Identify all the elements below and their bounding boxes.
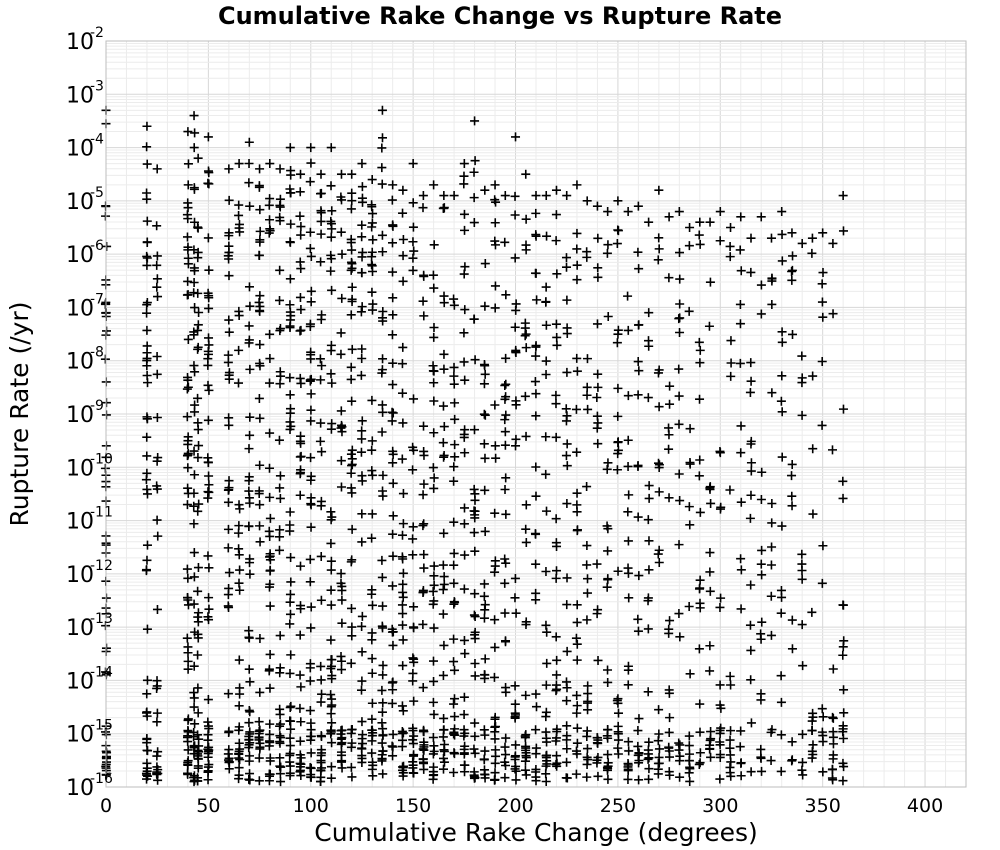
y-tick-exponent: -2 [90, 25, 104, 41]
y-tick-exponent: -4 [90, 131, 104, 148]
y-tick-exponent: -16 [90, 771, 113, 787]
y-tick-base: 10 [66, 509, 94, 535]
y-tick-base: 10 [66, 562, 94, 588]
y-tick-base: 10 [66, 30, 94, 55]
y-tick-exponent: -12 [90, 557, 113, 574]
y-tick-base: 10 [66, 403, 94, 428]
x-tick-label: 300 [702, 795, 739, 817]
y-tick-exponent: -6 [90, 238, 104, 255]
x-tick-label: 50 [196, 795, 221, 817]
x-tick-label: 0 [99, 795, 113, 817]
y-tick-base: 10 [66, 456, 94, 482]
y-tick-exponent: -11 [90, 504, 113, 521]
y-tick-base: 10 [66, 722, 94, 748]
y-tick-label [66, 25, 104, 55]
y-tick-label [66, 291, 104, 321]
y-tick-label [66, 132, 104, 162]
x-tick-label: 250 [599, 795, 637, 817]
y-tick-exponent: -9 [90, 398, 104, 414]
y-axis-title: Rupture Rate (/yr) [5, 301, 34, 527]
y-tick-label [66, 398, 104, 428]
y-tick-label [66, 238, 104, 268]
x-tick-label: 200 [497, 795, 534, 817]
y-tick-exponent: -8 [90, 344, 104, 361]
y-tick-base: 10 [66, 83, 94, 109]
x-tick-label: 100 [292, 795, 329, 817]
y-tick-base: 10 [66, 136, 94, 162]
chart-title: Cumulative Rake Change vs Rupture Rate [217, 2, 783, 30]
y-tick-label [66, 185, 104, 215]
y-tick-exponent: -5 [90, 184, 104, 201]
x-tick-label: 350 [804, 795, 841, 817]
y-tick-exponent: -14 [90, 664, 113, 681]
y-tick-base: 10 [66, 349, 94, 375]
y-tick-exponent: -13 [90, 611, 113, 628]
x-tick-label: 400 [906, 795, 944, 817]
y-tick-base: 10 [66, 776, 94, 801]
y-tick-base: 10 [66, 296, 94, 322]
y-tick-exponent: -7 [90, 291, 104, 308]
x-tick-label: 150 [395, 795, 432, 817]
y-tick-base: 10 [66, 616, 94, 642]
x-axis-title: Cumulative Rake Change (degrees) [314, 818, 758, 847]
y-tick-base: 10 [66, 669, 94, 695]
y-tick-base: 10 [66, 189, 94, 215]
y-tick-label [66, 78, 104, 108]
y-tick-base: 10 [66, 243, 94, 269]
y-tick-exponent: -3 [90, 78, 104, 95]
y-tick-exponent: -15 [90, 717, 113, 734]
y-tick-label [66, 345, 104, 375]
y-tick-exponent: -10 [90, 451, 113, 468]
